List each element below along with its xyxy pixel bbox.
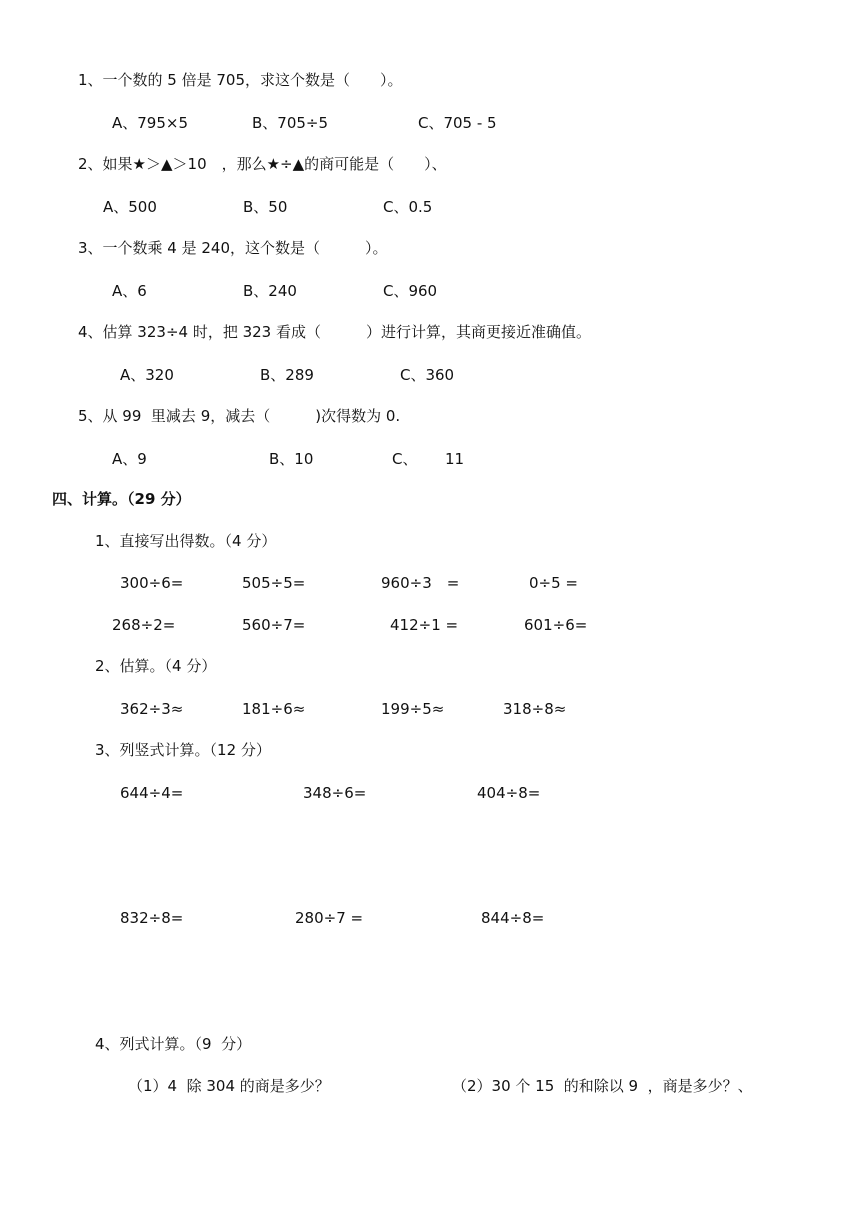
vertical-calc-item: 644÷4=: [120, 784, 184, 802]
section-4-title: 四、计算。（29 分）: [52, 490, 191, 508]
vertical-calc-item: 404÷8=: [477, 784, 541, 802]
part-4-title: 4、列式计算。（9 分）: [95, 1035, 252, 1053]
question-2-option-c: C、0.5: [383, 198, 433, 216]
word-problem-1: （1）4 除 304 的商是多少？: [128, 1077, 330, 1095]
part-3-title: 3、列竖式计算。（12 分）: [95, 741, 271, 759]
calc-item: 268÷2=: [112, 616, 176, 634]
question-5-option-b: B、10: [269, 450, 314, 468]
question-3-option-a: A、6: [112, 282, 147, 300]
question-4-option-b: B、289: [260, 366, 314, 384]
question-4-option-a: A、320: [120, 366, 174, 384]
question-2-option-a: A、500: [103, 198, 157, 216]
question-1-stem: 1、一个数的 5 倍是 705，求这个数是（ ）。: [78, 71, 403, 89]
question-5-option-c-value: 11: [445, 450, 465, 468]
vertical-calc-item: 832÷8=: [120, 909, 184, 927]
part-1-title: 1、直接写出得数。（4 分）: [95, 532, 277, 550]
calc-item: 412÷1 =: [390, 616, 459, 634]
question-1-option-a: A、795×5: [112, 114, 189, 132]
estimate-item: 181÷6≈: [242, 700, 306, 718]
question-3-stem: 3、一个数乘 4 是 240，这个数是（ ）。: [78, 239, 388, 257]
question-3-option-b: B、240: [243, 282, 297, 300]
question-1-option-c: C、705 - 5: [418, 114, 497, 132]
vertical-calc-item: 348÷6=: [303, 784, 367, 802]
question-2-option-b: B、50: [243, 198, 288, 216]
calc-item: 601÷6=: [524, 616, 588, 634]
calc-item: 560÷7=: [242, 616, 306, 634]
part-2-title: 2、估算。（4 分）: [95, 657, 217, 675]
question-4-stem: 4、估算 323÷4 时，把 323 看成（ ）进行计算，其商更接近准确值。: [78, 323, 591, 341]
estimate-item: 318÷8≈: [503, 700, 567, 718]
question-1-option-b: B、705÷5: [252, 114, 329, 132]
calc-item: 960÷3 =: [381, 574, 460, 592]
word-problem-2: （2）30 个 15 的和除以 9 ，商是多少？、: [452, 1077, 753, 1095]
calc-item: 0÷5 =: [529, 574, 578, 592]
estimate-item: 362÷3≈: [120, 700, 184, 718]
calc-item: 300÷6=: [120, 574, 184, 592]
calc-item: 505÷5=: [242, 574, 306, 592]
question-5-stem: 5、从 99 里减去 9，减去（ )次得数为 0.: [78, 407, 401, 425]
question-2-stem: 2、如果★＞▲＞10 ，那么★÷▲的商可能是（ ）、: [78, 155, 447, 173]
estimate-item: 199÷5≈: [381, 700, 445, 718]
question-5-option-c: C、: [392, 450, 418, 468]
question-5-option-a: A、9: [112, 450, 147, 468]
vertical-calc-item: 280÷7 =: [295, 909, 364, 927]
vertical-calc-item: 844÷8=: [481, 909, 545, 927]
question-3-option-c: C、960: [383, 282, 438, 300]
question-4-option-c: C、360: [400, 366, 455, 384]
